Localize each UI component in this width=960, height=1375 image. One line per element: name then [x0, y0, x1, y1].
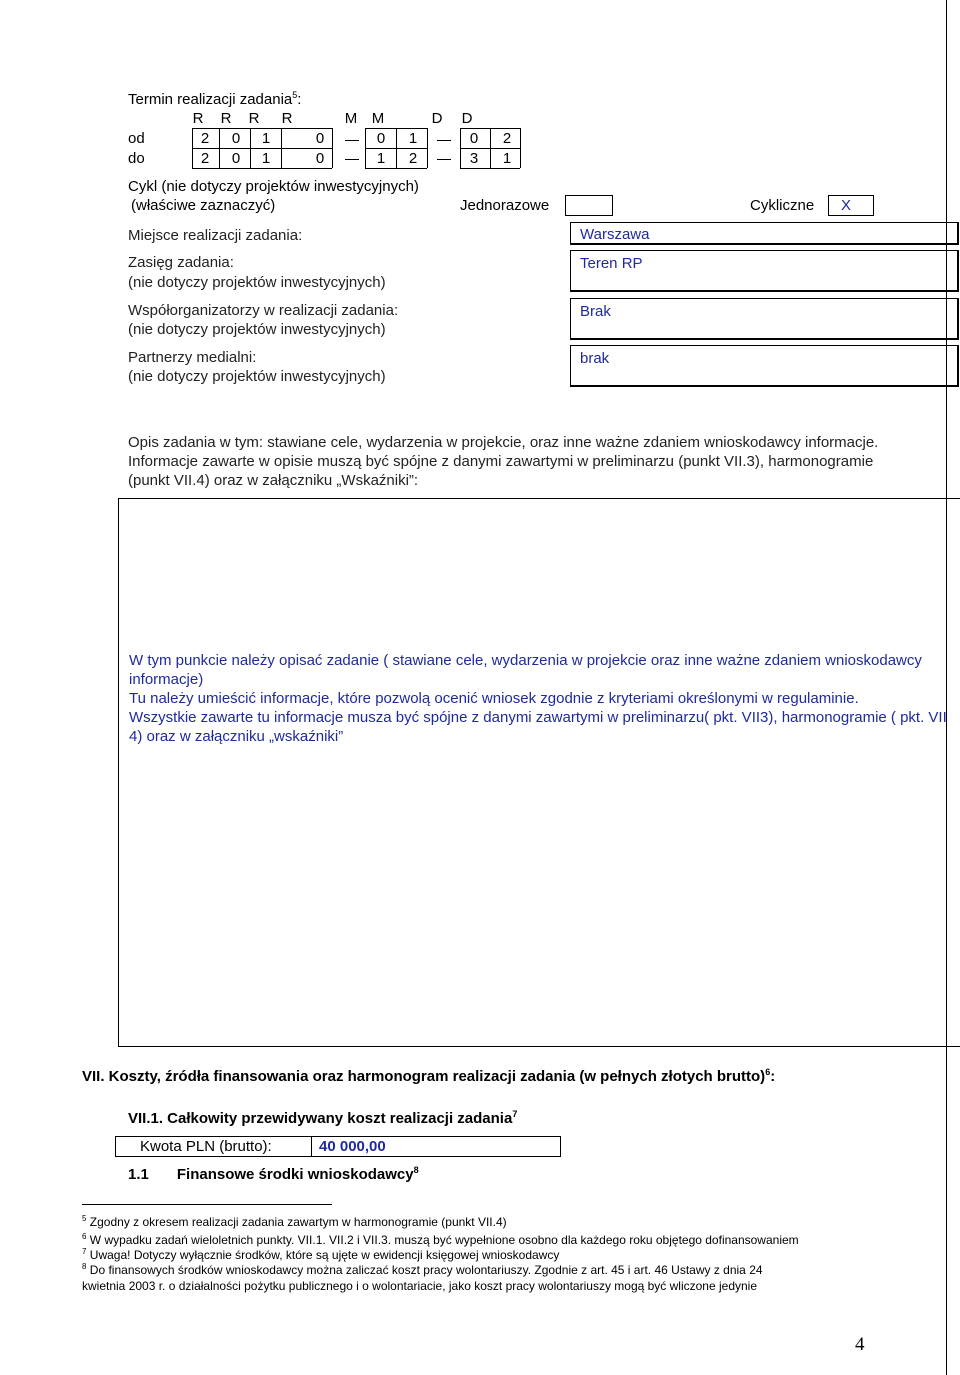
header-letter: M	[344, 110, 358, 127]
opis-content	[129, 651, 949, 746]
header-letter: R	[220, 110, 232, 127]
separator	[345, 159, 359, 160]
wspolorganizatorzy-label: Współorganizatorzy w realizacji zadania:	[128, 302, 399, 319]
kwota-row	[115, 1136, 561, 1157]
footnote-8-continued: kwietnia 2003 r. o działalności pożytku publicznego i o wolontariacie, jako koszt pracy wolontariuszy mogą być wliczone jedynie	[82, 1279, 758, 1293]
do-digit: 1	[502, 150, 512, 167]
miejsce-field[interactable]: Warszawa	[570, 222, 959, 245]
do-digit: 1	[376, 150, 386, 167]
cykl-label: Cykl (nie dotyczy projektów inwestycyjnych)	[128, 178, 419, 195]
do-digit: 2	[200, 150, 210, 167]
do-digit: 1	[261, 150, 271, 167]
kwota-value[interactable]: 40 000,00	[319, 1138, 386, 1155]
od-digit: 1	[408, 130, 418, 147]
jednorazowe-label: Jednorazowe	[460, 197, 550, 214]
cykliczne-label: Cykliczne	[750, 197, 815, 214]
do-digit: 0	[231, 150, 241, 167]
section-vii1-heading: VII.1. Całkowity przewidywany koszt realizacji zadania$^7$	[128, 1109, 518, 1127]
footnote-5: $^5$ Zgodny z okresem realizacji zadania zawartym w harmonogramie (punkt VII.4)	[82, 1214, 507, 1229]
opis-instruction-line3: (punkt VII.4) oraz w załączniku „Wskaźniki”:	[128, 472, 419, 489]
header-letter: D	[431, 110, 443, 127]
separator	[437, 140, 451, 141]
header-letter: R	[192, 110, 204, 127]
od-label: od	[128, 130, 145, 147]
header-letter: M	[371, 110, 385, 127]
footnote-7: $^7$ Uwaga! Dotyczy wyłącznie środków, które są ujęte w ewidencji księgowej wnioskodawcy	[82, 1247, 560, 1262]
od-digit: 2	[502, 130, 512, 147]
od-digit: 2	[200, 130, 210, 147]
od-digit: 0	[376, 130, 386, 147]
section-vii-heading: VII. Koszty, źródła finansowania oraz harmonogram realizacji zadania (w pełnych złotych brutto)$^6$:	[82, 1067, 776, 1085]
footnote-8: $^8$ Do finansowych środków wnioskodawcy można zaliczać koszt pracy wolontariuszy. Zgodnie z art. 45 i art. 46 Ustawy z dnia 24	[82, 1262, 763, 1277]
opis-paragraph: Wszystkie zawarte tu informacje musza być spójne z danymi zawartymi w preliminarzu( pkt. VII3), harmonogramie ( pkt. VII 4) oraz w załączniku „wskaźniki”	[129, 709, 947, 745]
od-digit: 0	[315, 130, 325, 147]
do-label: do	[128, 150, 145, 167]
opis-instruction-line1: Opis zadania w tym: stawiane cele, wydarzenia w projekcie, oraz inne ważne zdaniem wnioskodawcy informacje.	[128, 434, 879, 451]
od-digit: 0	[469, 130, 479, 147]
separator	[437, 159, 451, 160]
do-digit: 3	[469, 150, 479, 167]
partnerzy-field[interactable]: brak	[570, 345, 959, 387]
miejsce-label: Miejsce realizacji zadania:	[128, 227, 303, 244]
opis-textarea[interactable]	[118, 498, 960, 1047]
wspolorganizatorzy-field[interactable]: Brak	[570, 298, 959, 340]
partnerzy-sublabel: (nie dotyczy projektów inwestycyjnych)	[128, 368, 386, 385]
kwota-label: Kwota PLN (brutto):	[140, 1138, 272, 1155]
opis-paragraph: Tu należy umieścić informacje, które pozwolą ocenić wniosek zgodnie z kryteriami określonymi w regulaminie.	[129, 690, 859, 707]
partnerzy-label: Partnerzy medialni:	[128, 349, 257, 366]
termin-label: Termin realizacji zadania$^5$:	[128, 90, 302, 108]
jednorazowe-checkbox[interactable]	[565, 195, 613, 216]
od-digit: 1	[261, 130, 271, 147]
header-letter: R	[281, 110, 293, 127]
footnote-6: $^6$ W wypadku zadań wieloletnich punkty. VII.1. VII.2 i VII.3. muszą być wypełnione osobno dla każdego roku objętego dofinansowaniem	[82, 1232, 799, 1247]
separator	[345, 140, 359, 141]
header-letter: D	[461, 110, 473, 127]
section-11-heading: 1.1 Finansowe środki wnioskodawcy$^8$	[128, 1165, 419, 1183]
do-digit: 0	[315, 150, 325, 167]
cykliczne-checkbox[interactable]: X	[828, 195, 874, 216]
zasieg-field[interactable]: Teren RP	[570, 250, 959, 292]
footnote-separator	[82, 1204, 332, 1205]
opis-paragraph: W tym punkcie należy opisać zadanie ( stawiane cele, wydarzenia w projekcie oraz inne ważne zdaniem wnioskodawcy informacje)	[129, 652, 922, 688]
zasieg-label: Zasięg zadania:	[128, 254, 234, 271]
header-letter: R	[248, 110, 260, 127]
wspolorganizatorzy-sublabel: (nie dotyczy projektów inwestycyjnych)	[128, 321, 386, 338]
zasieg-sublabel: (nie dotyczy projektów inwestycyjnych)	[128, 274, 386, 291]
cykl-sublabel: (właściwe zaznaczyć)	[131, 197, 276, 214]
opis-instruction-line2: Informacje zawarte w opisie muszą być spójne z danymi zawartymi w preliminarzu (punkt VII.3), harmonogramie	[128, 453, 874, 470]
do-digit: 2	[408, 150, 418, 167]
page-number: 4	[855, 1334, 865, 1355]
od-digit: 0	[231, 130, 241, 147]
